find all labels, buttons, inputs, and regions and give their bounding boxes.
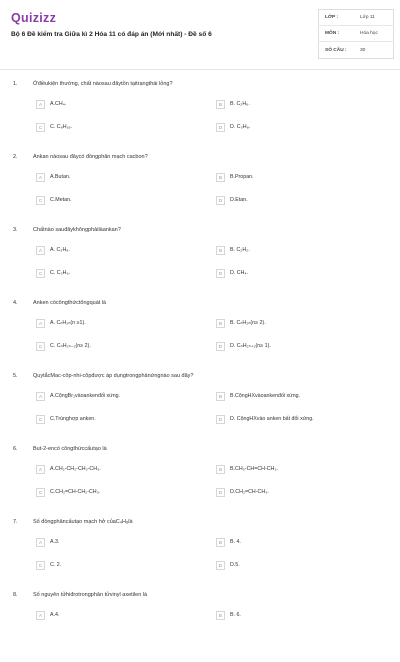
option-a[interactable]: [36, 464, 101, 474]
option-text: C.Trùnghợp anken.: [50, 416, 96, 422]
option-text: A. CₙH₂ₙ(n ≥1).: [50, 320, 86, 326]
option-c[interactable]: [36, 341, 91, 351]
meta-value: Lớp 11: [360, 15, 375, 20]
option-letter-box: C: [36, 269, 45, 278]
option-a[interactable]: [36, 537, 59, 547]
option-letter-box: B: [216, 246, 225, 255]
meta-box: [318, 9, 394, 59]
option-letter-box: C: [36, 415, 45, 424]
option-letter-box: A: [36, 173, 45, 182]
option-letter-box: A: [36, 611, 45, 620]
option-letter-box: B: [216, 538, 225, 547]
option-letter-box: B: [216, 392, 225, 401]
question-number: 4.: [13, 300, 18, 306]
option-letter-box: D: [216, 196, 225, 205]
option-text: A.Butan.: [50, 174, 71, 180]
option-letter-box: A: [36, 246, 45, 255]
option-text: C. CₙH₂ₙ₋₂(n≥ 2).: [50, 343, 91, 349]
option-letter-box: B: [216, 100, 225, 109]
option-c[interactable]: [36, 122, 72, 132]
option-letter-box: A: [36, 100, 45, 109]
option-b[interactable]: [216, 99, 250, 109]
question-item: [0, 151, 400, 224]
question-number: 8.: [13, 592, 18, 598]
option-a[interactable]: [36, 245, 70, 255]
option-text: B. 6.: [230, 612, 241, 618]
question-text: Ankan nàosau đâycó đồngphân mạch cacbon?: [33, 154, 148, 160]
option-text: A.3.: [50, 539, 60, 545]
option-b[interactable]: [216, 610, 241, 620]
question-list: [0, 78, 400, 662]
option-text: D.5.: [230, 562, 240, 568]
option-letter-box: D: [216, 123, 225, 132]
option-text: D.Etan.: [230, 197, 248, 203]
question-item: [0, 78, 400, 151]
option-text: B.Propan.: [230, 174, 254, 180]
option-text: C.Metan.: [50, 197, 72, 203]
question-number: 1.: [13, 81, 18, 87]
option-text: D. CH₄.: [230, 270, 249, 276]
header-divider: [0, 69, 400, 70]
option-text: A.CH₄.: [50, 101, 67, 107]
question-item: [0, 516, 400, 589]
option-d[interactable]: [216, 195, 248, 205]
question-number: 6.: [13, 446, 18, 452]
option-letter-box: B: [216, 465, 225, 474]
option-letter-box: D: [216, 488, 225, 497]
question-text: But-2-encó côngthứccấutạo là: [33, 446, 107, 452]
option-a[interactable]: [36, 318, 86, 328]
question-text: Ởđiềukiện thường, chất nàosau đâytồn tạitrạngthái lỏng?: [33, 81, 173, 87]
option-text: D. CộngHXvào anken bất đối xứng.: [230, 416, 314, 422]
meta-label: LỚP :: [325, 15, 339, 20]
option-letter-box: A: [36, 465, 45, 474]
meta-row-count: [318, 42, 394, 58]
question-number: 3.: [13, 227, 18, 233]
option-letter-box: B: [216, 611, 225, 620]
option-text: B.CH₃-CH=CH-CH₃.: [230, 466, 279, 472]
option-text: A. C₃H₈.: [50, 247, 70, 253]
meta-row-class: [318, 10, 394, 26]
option-text: D. C₃H₈.: [230, 124, 251, 130]
question-text: Số nguyên tửhiđrotrongphân tửvinyl axetilen là: [33, 592, 148, 598]
option-letter-box: A: [36, 538, 45, 547]
option-b[interactable]: [216, 245, 250, 255]
option-letter-box: C: [36, 196, 45, 205]
option-b[interactable]: [216, 172, 254, 182]
question-text: Chấtnào sauđâykhôngphảilàankan?: [33, 227, 121, 233]
option-text: B. CₙH₂ₙ(n≥ 2).: [230, 320, 266, 326]
option-c[interactable]: [36, 414, 96, 424]
option-text: B. 4.: [230, 539, 241, 545]
option-letter-box: A: [36, 319, 45, 328]
option-text: D. CₙH₂ₙ₊₂(n≥ 1).: [230, 343, 271, 349]
meta-label: MÔN :: [325, 31, 340, 36]
option-d[interactable]: [216, 341, 271, 351]
question-item: [0, 297, 400, 370]
option-letter-box: D: [216, 342, 225, 351]
option-c[interactable]: [36, 487, 100, 497]
quizizz-logo: Quizizz: [11, 11, 57, 25]
option-text: A.CộngBr₂vàoankenđối xứng.: [50, 393, 121, 399]
option-letter-box: B: [216, 319, 225, 328]
option-text: A.CH₂-CH₂-CH₂-CH₃.: [50, 466, 101, 472]
option-b[interactable]: [216, 464, 278, 474]
option-letter-box: D: [216, 269, 225, 278]
question-item: [0, 224, 400, 297]
document-header: [0, 0, 400, 70]
option-text: C.CH₂=CH-CH₂-CH₃.: [50, 489, 101, 495]
option-letter-box: A: [36, 392, 45, 401]
option-c[interactable]: [36, 560, 61, 570]
option-c[interactable]: [36, 268, 70, 278]
meta-value: Hóa học: [360, 31, 378, 36]
meta-row-subject: [318, 26, 394, 42]
question-number: 5.: [13, 373, 18, 379]
option-c[interactable]: [36, 195, 72, 205]
question-text: Số đồngphâncấutạo mạch hở củaC₄H₈là: [33, 519, 133, 525]
question-text: Anken cócôngthứctổngquát là: [33, 300, 107, 306]
option-d[interactable]: [216, 487, 269, 497]
option-b[interactable]: [216, 318, 266, 328]
option-d[interactable]: [216, 560, 240, 570]
option-a[interactable]: [36, 172, 70, 182]
meta-value: 30: [360, 47, 366, 53]
option-b[interactable]: [216, 391, 300, 401]
option-a[interactable]: [36, 610, 59, 620]
option-a[interactable]: [36, 391, 120, 401]
option-letter-box: C: [36, 123, 45, 132]
option-text: C. C₈H₁₈.: [50, 124, 73, 130]
question-number: 7.: [13, 519, 18, 525]
option-d[interactable]: [216, 122, 250, 132]
option-text: B. C₂H₂.: [230, 247, 250, 253]
option-d[interactable]: [216, 268, 248, 278]
option-letter-box: C: [36, 488, 45, 497]
question-number: 2.: [13, 154, 18, 160]
question-text: QuytắcMac-côp-nhi-côpđược áp dụngtrongphảnứngnào sau đây?: [33, 373, 194, 379]
option-text: C. 2.: [50, 562, 62, 568]
option-letter-box: C: [36, 561, 45, 570]
option-text: D.CH₂=CH-CH₃.: [230, 489, 269, 495]
option-d[interactable]: [216, 414, 314, 424]
question-item: [0, 443, 400, 516]
meta-label: SỐ CÂU :: [325, 47, 347, 53]
question-item: [0, 370, 400, 443]
document-title: Bộ 6 Đề kiểm tra Giữa kì 2 Hóa 11 có đáp án (Mới nhất) - Đề số 6: [11, 31, 212, 38]
option-text: B.CộngHXvàoankenđối xứng.: [230, 393, 301, 399]
option-text: B. C₂H₆.: [230, 101, 250, 107]
option-text: A.4.: [50, 612, 60, 618]
option-a[interactable]: [36, 99, 66, 109]
option-letter-box: C: [36, 342, 45, 351]
option-text: C. C₂H₆.: [50, 270, 71, 276]
option-letter-box: B: [216, 173, 225, 182]
option-letter-box: D: [216, 561, 225, 570]
option-b[interactable]: [216, 537, 241, 547]
option-letter-box: D: [216, 415, 225, 424]
